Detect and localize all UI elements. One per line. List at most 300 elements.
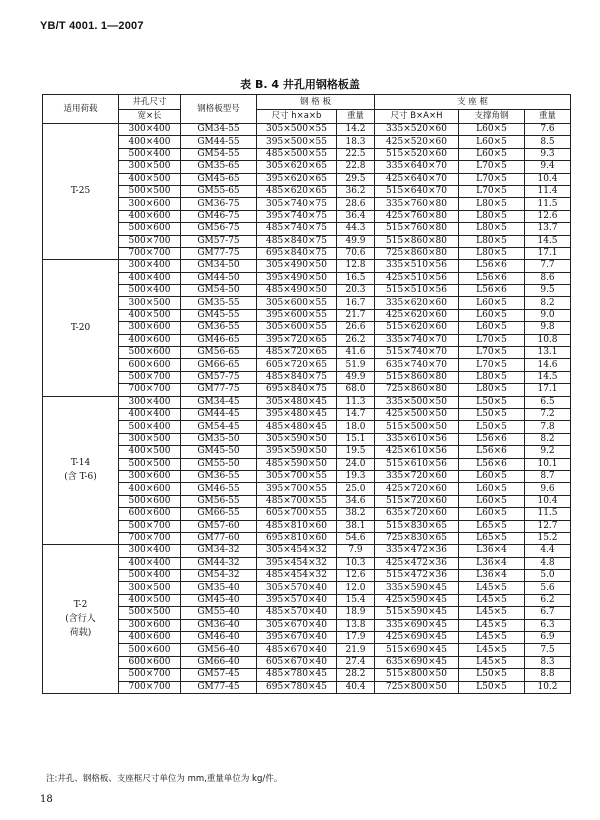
table-row xyxy=(43,421,571,433)
frame-angle-cell: L60×5 xyxy=(459,495,525,507)
grating-size-cell: 485×670×40 xyxy=(257,644,337,656)
hole-size-cell: 300×400 xyxy=(119,396,181,408)
grating-size-cell: 485×620×65 xyxy=(257,185,337,197)
frame-angle-cell: L80×5 xyxy=(459,210,525,222)
grating-weight-cell: 16.7 xyxy=(337,297,375,309)
grating-size-cell: 395×740×75 xyxy=(257,210,337,222)
grating-weight-cell: 19.5 xyxy=(337,446,375,458)
frame-size-cell: 635×690×45 xyxy=(375,656,459,668)
table-row xyxy=(43,396,571,408)
grating-weight-cell: 38.1 xyxy=(337,520,375,532)
frame-angle-cell: L36×4 xyxy=(459,570,525,582)
table-row xyxy=(43,136,571,148)
hole-size-cell: 400×400 xyxy=(119,272,181,284)
model-cell: GM46-65 xyxy=(181,334,257,346)
hole-size-cell: 400×500 xyxy=(119,309,181,321)
frame-weight-cell: 4.4 xyxy=(525,545,571,557)
model-cell: GM44-55 xyxy=(181,136,257,148)
frame-weight-cell: 9.2 xyxy=(525,446,571,458)
hole-size-cell: 300×600 xyxy=(119,198,181,210)
header-grating-weight: 重量 xyxy=(337,110,375,124)
hole-size-cell: 400×600 xyxy=(119,334,181,346)
frame-angle-cell: L80×5 xyxy=(459,371,525,383)
frame-size-cell: 515×860×80 xyxy=(375,371,459,383)
table-row xyxy=(43,185,571,197)
frame-angle-cell: L70×5 xyxy=(459,161,525,173)
frame-size-cell: 725×830×65 xyxy=(375,532,459,544)
grating-size-cell: 395×570×40 xyxy=(257,594,337,606)
header-frame-weight: 重量 xyxy=(525,110,571,124)
frame-size-cell: 515×740×70 xyxy=(375,347,459,359)
frame-size-cell: 335×590×45 xyxy=(375,582,459,594)
load-group-cell xyxy=(43,545,119,694)
grating-size-cell: 485×740×75 xyxy=(257,223,337,235)
model-cell: GM54-50 xyxy=(181,285,257,297)
frame-size-cell: 515×640×70 xyxy=(375,185,459,197)
grating-weight-cell: 51.9 xyxy=(337,359,375,371)
frame-weight-cell: 5.0 xyxy=(525,570,571,582)
table-row xyxy=(43,260,571,272)
frame-weight-cell: 5.6 xyxy=(525,582,571,594)
table-row xyxy=(43,334,571,346)
grating-size-cell: 605×700×55 xyxy=(257,508,337,520)
hole-size-cell: 300×600 xyxy=(119,470,181,482)
grating-weight-cell: 40.4 xyxy=(337,681,375,693)
frame-weight-cell: 10.1 xyxy=(525,458,571,470)
table-row xyxy=(43,570,571,582)
frame-angle-cell: L70×5 xyxy=(459,334,525,346)
frame-angle-cell: L80×5 xyxy=(459,384,525,396)
frame-size-cell: 515×800×50 xyxy=(375,669,459,681)
frame-size-cell: 425×520×60 xyxy=(375,136,459,148)
model-cell: GM45-40 xyxy=(181,594,257,606)
table-row xyxy=(43,148,571,160)
header-frame-angle: 支撑角钢 xyxy=(459,110,525,124)
grating-size-cell: 605×720×65 xyxy=(257,359,337,371)
frame-angle-cell: L36×4 xyxy=(459,545,525,557)
grating-cover-table xyxy=(42,94,571,694)
frame-angle-cell: L60×5 xyxy=(459,508,525,520)
grating-size-cell: 395×600×55 xyxy=(257,309,337,321)
frame-weight-cell: 4.8 xyxy=(525,557,571,569)
hole-size-cell: 400×400 xyxy=(119,136,181,148)
frame-size-cell: 515×620×60 xyxy=(375,322,459,334)
frame-weight-cell: 11.5 xyxy=(525,198,571,210)
hole-size-cell: 600×600 xyxy=(119,359,181,371)
frame-weight-cell: 8.5 xyxy=(525,136,571,148)
model-cell: GM56-55 xyxy=(181,495,257,507)
grating-size-cell: 305×480×45 xyxy=(257,396,337,408)
model-cell: GM57-75 xyxy=(181,235,257,247)
table-row xyxy=(43,470,571,482)
frame-size-cell: 515×500×50 xyxy=(375,421,459,433)
table-row xyxy=(43,545,571,557)
hole-size-cell: 300×400 xyxy=(119,124,181,136)
hole-size-cell: 500×700 xyxy=(119,235,181,247)
frame-weight-cell: 8.2 xyxy=(525,297,571,309)
load-label: T-14 xyxy=(70,458,91,469)
hole-size-cell: 700×700 xyxy=(119,384,181,396)
grating-size-cell: 305×670×40 xyxy=(257,619,337,631)
model-cell: GM34-32 xyxy=(181,545,257,557)
frame-size-cell: 335×640×70 xyxy=(375,161,459,173)
table-row xyxy=(43,495,571,507)
hole-size-cell: 600×600 xyxy=(119,508,181,520)
grating-size-cell: 485×454×32 xyxy=(257,570,337,582)
table-row xyxy=(43,297,571,309)
hole-size-cell: 400×500 xyxy=(119,446,181,458)
hole-size-cell: 500×400 xyxy=(119,421,181,433)
frame-angle-cell: L70×5 xyxy=(459,347,525,359)
table-row xyxy=(43,408,571,420)
frame-size-cell: 515×720×60 xyxy=(375,495,459,507)
hole-size-cell: 300×500 xyxy=(119,433,181,445)
frame-angle-cell: L45×5 xyxy=(459,644,525,656)
grating-weight-cell: 28.2 xyxy=(337,669,375,681)
frame-size-cell: 335×510×56 xyxy=(375,260,459,272)
frame-weight-cell: 12.7 xyxy=(525,520,571,532)
frame-weight-cell: 10.4 xyxy=(525,173,571,185)
grating-size-cell: 395×480×45 xyxy=(257,408,337,420)
model-cell: GM36-75 xyxy=(181,198,257,210)
model-cell: GM35-50 xyxy=(181,433,257,445)
table-row xyxy=(43,458,571,470)
header-grating-size: 尺寸 h×a×b xyxy=(257,110,337,124)
grating-weight-cell: 10.3 xyxy=(337,557,375,569)
grating-weight-cell: 36.4 xyxy=(337,210,375,222)
load-label: T-2 xyxy=(73,599,88,610)
frame-size-cell: 515×690×45 xyxy=(375,644,459,656)
frame-size-cell: 425×590×45 xyxy=(375,594,459,606)
model-cell: GM55-40 xyxy=(181,607,257,619)
model-cell: GM54-55 xyxy=(181,148,257,160)
grating-weight-cell: 21.7 xyxy=(337,309,375,321)
model-cell: GM34-50 xyxy=(181,260,257,272)
frame-angle-cell: L50×5 xyxy=(459,408,525,420)
model-cell: GM77-60 xyxy=(181,532,257,544)
frame-size-cell: 335×740×70 xyxy=(375,334,459,346)
table-row xyxy=(43,384,571,396)
frame-angle-cell: L45×5 xyxy=(459,619,525,631)
grating-size-cell: 305×500×55 xyxy=(257,124,337,136)
frame-size-cell: 335×720×60 xyxy=(375,470,459,482)
grating-size-cell: 305×490×50 xyxy=(257,260,337,272)
model-cell: GM35-40 xyxy=(181,582,257,594)
table-row xyxy=(43,520,571,532)
grating-weight-cell: 26.6 xyxy=(337,322,375,334)
table-row xyxy=(43,669,571,681)
frame-size-cell: 335×610×56 xyxy=(375,433,459,445)
grating-weight-cell: 44.3 xyxy=(337,223,375,235)
grating-weight-cell: 20.3 xyxy=(337,285,375,297)
frame-weight-cell: 14.5 xyxy=(525,371,571,383)
frame-size-cell: 725×860×80 xyxy=(375,384,459,396)
frame-weight-cell: 6.5 xyxy=(525,396,571,408)
grating-weight-cell: 22.8 xyxy=(337,161,375,173)
model-cell: GM46-75 xyxy=(181,210,257,222)
frame-angle-cell: L50×5 xyxy=(459,396,525,408)
table-body xyxy=(43,124,571,694)
load-label: (含行人 xyxy=(65,613,96,624)
load-group-cell xyxy=(43,124,119,260)
hole-size-cell: 500×400 xyxy=(119,148,181,160)
hole-size-cell: 400×500 xyxy=(119,594,181,606)
frame-size-cell: 335×500×50 xyxy=(375,396,459,408)
hole-size-cell: 300×400 xyxy=(119,545,181,557)
hole-size-cell: 700×700 xyxy=(119,532,181,544)
model-cell: GM57-45 xyxy=(181,669,257,681)
table-row xyxy=(43,644,571,656)
grating-size-cell: 305×620×65 xyxy=(257,161,337,173)
grating-weight-cell: 15.1 xyxy=(337,433,375,445)
frame-angle-cell: L56×6 xyxy=(459,285,525,297)
hole-size-cell: 300×500 xyxy=(119,582,181,594)
grating-size-cell: 485×810×60 xyxy=(257,520,337,532)
model-cell: GM56-65 xyxy=(181,347,257,359)
grating-weight-cell: 54.6 xyxy=(337,532,375,544)
header-frame-size: 尺寸 B×A×H xyxy=(375,110,459,124)
hole-size-cell: 300×400 xyxy=(119,260,181,272)
grating-size-cell: 485×840×75 xyxy=(257,235,337,247)
frame-weight-cell: 7.6 xyxy=(525,124,571,136)
header-grating: 钢 格 板 xyxy=(257,95,375,110)
grating-size-cell: 485×500×55 xyxy=(257,148,337,160)
frame-angle-cell: L60×5 xyxy=(459,322,525,334)
grating-weight-cell: 68.0 xyxy=(337,384,375,396)
hole-size-cell: 700×700 xyxy=(119,681,181,693)
table-row xyxy=(43,594,571,606)
grating-weight-cell: 36.2 xyxy=(337,185,375,197)
grating-weight-cell: 17.9 xyxy=(337,632,375,644)
grating-weight-cell: 18.0 xyxy=(337,421,375,433)
frame-weight-cell: 6.3 xyxy=(525,619,571,631)
grating-weight-cell: 14.2 xyxy=(337,124,375,136)
frame-weight-cell: 6.9 xyxy=(525,632,571,644)
grating-size-cell: 395×590×50 xyxy=(257,446,337,458)
frame-angle-cell: L45×5 xyxy=(459,632,525,644)
grating-size-cell: 395×720×65 xyxy=(257,334,337,346)
model-cell: GM36-55 xyxy=(181,470,257,482)
model-cell: GM77-75 xyxy=(181,247,257,259)
hole-size-cell: 500×400 xyxy=(119,570,181,582)
frame-weight-cell: 14.5 xyxy=(525,235,571,247)
frame-angle-cell: L45×5 xyxy=(459,656,525,668)
frame-weight-cell: 9.5 xyxy=(525,285,571,297)
model-cell: GM34-55 xyxy=(181,124,257,136)
model-cell: GM57-75 xyxy=(181,371,257,383)
grating-size-cell: 485×570×40 xyxy=(257,607,337,619)
grating-weight-cell: 21.9 xyxy=(337,644,375,656)
grating-weight-cell: 38.2 xyxy=(337,508,375,520)
hole-size-cell: 400×600 xyxy=(119,632,181,644)
model-cell: GM44-32 xyxy=(181,557,257,569)
grating-size-cell: 485×490×50 xyxy=(257,285,337,297)
grating-weight-cell: 25.0 xyxy=(337,483,375,495)
grating-size-cell: 395×620×65 xyxy=(257,173,337,185)
frame-weight-cell: 7.7 xyxy=(525,260,571,272)
frame-size-cell: 425×640×70 xyxy=(375,173,459,185)
grating-size-cell: 485×700×55 xyxy=(257,495,337,507)
hole-size-cell: 700×700 xyxy=(119,247,181,259)
model-cell: GM35-65 xyxy=(181,161,257,173)
grating-weight-cell: 19.3 xyxy=(337,470,375,482)
frame-size-cell: 335×760×80 xyxy=(375,198,459,210)
table-row xyxy=(43,632,571,644)
grating-size-cell: 395×700×55 xyxy=(257,483,337,495)
frame-size-cell: 515×860×80 xyxy=(375,235,459,247)
grating-size-cell: 305×740×75 xyxy=(257,198,337,210)
model-cell: GM54-45 xyxy=(181,421,257,433)
grating-size-cell: 305×590×50 xyxy=(257,433,337,445)
table-row xyxy=(43,371,571,383)
model-cell: GM35-55 xyxy=(181,297,257,309)
grating-weight-cell: 28.6 xyxy=(337,198,375,210)
grating-size-cell: 695×840×75 xyxy=(257,247,337,259)
table-row xyxy=(43,223,571,235)
frame-weight-cell: 10.2 xyxy=(525,681,571,693)
grating-size-cell: 485×720×65 xyxy=(257,347,337,359)
frame-angle-cell: L36×4 xyxy=(459,557,525,569)
header-row xyxy=(43,95,571,110)
grating-size-cell: 395×500×55 xyxy=(257,136,337,148)
table-row xyxy=(43,619,571,631)
table-row xyxy=(43,557,571,569)
frame-weight-cell: 9.4 xyxy=(525,161,571,173)
table-row xyxy=(43,247,571,259)
grating-weight-cell: 24.0 xyxy=(337,458,375,470)
table-row xyxy=(43,285,571,297)
grating-weight-cell: 70.6 xyxy=(337,247,375,259)
hole-size-cell: 500×600 xyxy=(119,495,181,507)
frame-weight-cell: 14.6 xyxy=(525,359,571,371)
table-row xyxy=(43,433,571,445)
model-cell: GM66-65 xyxy=(181,359,257,371)
table-row xyxy=(43,272,571,284)
frame-weight-cell: 7.5 xyxy=(525,644,571,656)
frame-weight-cell: 9.0 xyxy=(525,309,571,321)
model-cell: GM36-40 xyxy=(181,619,257,631)
model-cell: GM66-40 xyxy=(181,656,257,668)
table-row xyxy=(43,124,571,136)
grating-weight-cell: 14.7 xyxy=(337,408,375,420)
frame-angle-cell: L80×5 xyxy=(459,198,525,210)
frame-angle-cell: L65×5 xyxy=(459,532,525,544)
hole-size-cell: 300×600 xyxy=(119,619,181,631)
frame-size-cell: 425×610×56 xyxy=(375,446,459,458)
frame-size-cell: 335×620×60 xyxy=(375,297,459,309)
frame-angle-cell: L50×5 xyxy=(459,681,525,693)
table-note: 注:井孔、钢格板、支座框尺寸单位为 mm,重量单位为 kg/件。 xyxy=(46,774,283,784)
frame-weight-cell: 17.1 xyxy=(525,384,571,396)
frame-angle-cell: L56×6 xyxy=(459,272,525,284)
model-cell: GM55-65 xyxy=(181,185,257,197)
grating-size-cell: 305×600×55 xyxy=(257,322,337,334)
hole-size-cell: 500×500 xyxy=(119,185,181,197)
table-row xyxy=(43,532,571,544)
frame-angle-cell: L45×5 xyxy=(459,607,525,619)
frame-size-cell: 515×520×60 xyxy=(375,148,459,160)
frame-size-cell: 635×720×60 xyxy=(375,508,459,520)
frame-angle-cell: L56×6 xyxy=(459,260,525,272)
grating-weight-cell: 11.3 xyxy=(337,396,375,408)
grating-weight-cell: 12.6 xyxy=(337,570,375,582)
hole-size-cell: 400×400 xyxy=(119,557,181,569)
frame-size-cell: 335×690×45 xyxy=(375,619,459,631)
table-row xyxy=(43,681,571,693)
table-row xyxy=(43,607,571,619)
frame-weight-cell: 11.5 xyxy=(525,508,571,520)
frame-size-cell: 515×830×65 xyxy=(375,520,459,532)
frame-angle-cell: L45×5 xyxy=(459,594,525,606)
grating-size-cell: 395×490×50 xyxy=(257,272,337,284)
table-title: 表 B. 4 井孔用钢格板盖 xyxy=(240,78,360,91)
hole-size-cell: 300×500 xyxy=(119,161,181,173)
frame-angle-cell: L56×6 xyxy=(459,458,525,470)
hole-size-cell: 500×500 xyxy=(119,607,181,619)
grating-weight-cell: 12.8 xyxy=(337,260,375,272)
frame-weight-cell: 12.6 xyxy=(525,210,571,222)
load-group-cell xyxy=(43,260,119,396)
frame-weight-cell: 8.8 xyxy=(525,669,571,681)
hole-size-cell: 500×500 xyxy=(119,458,181,470)
grating-weight-cell: 26.2 xyxy=(337,334,375,346)
frame-size-cell: 515×760×80 xyxy=(375,223,459,235)
hole-size-cell: 500×600 xyxy=(119,644,181,656)
table-row xyxy=(43,508,571,520)
frame-size-cell: 635×740×70 xyxy=(375,359,459,371)
frame-size-cell: 515×510×56 xyxy=(375,285,459,297)
frame-size-cell: 335×472×36 xyxy=(375,545,459,557)
frame-size-cell: 425×472×36 xyxy=(375,557,459,569)
hole-size-cell: 500×600 xyxy=(119,223,181,235)
grating-size-cell: 305×454×32 xyxy=(257,545,337,557)
hole-size-cell: 400×600 xyxy=(119,483,181,495)
frame-weight-cell: 13.1 xyxy=(525,347,571,359)
frame-angle-cell: L60×5 xyxy=(459,309,525,321)
table-row xyxy=(43,446,571,458)
grating-weight-cell: 29.5 xyxy=(337,173,375,185)
frame-weight-cell: 17.1 xyxy=(525,247,571,259)
model-cell: GM36-55 xyxy=(181,322,257,334)
frame-weight-cell: 6.2 xyxy=(525,594,571,606)
grating-size-cell: 485×780×45 xyxy=(257,669,337,681)
grating-size-cell: 485×590×50 xyxy=(257,458,337,470)
frame-angle-cell: L70×5 xyxy=(459,185,525,197)
model-cell: GM57-60 xyxy=(181,520,257,532)
grating-weight-cell: 22.5 xyxy=(337,148,375,160)
frame-angle-cell: L80×5 xyxy=(459,247,525,259)
table-row xyxy=(43,347,571,359)
frame-weight-cell: 10.8 xyxy=(525,334,571,346)
grating-size-cell: 695×780×45 xyxy=(257,681,337,693)
frame-angle-cell: L60×5 xyxy=(459,124,525,136)
hole-size-cell: 400×600 xyxy=(119,210,181,222)
grating-size-cell: 485×840×75 xyxy=(257,371,337,383)
frame-weight-cell: 6.7 xyxy=(525,607,571,619)
frame-weight-cell: 11.4 xyxy=(525,185,571,197)
frame-angle-cell: L50×5 xyxy=(459,669,525,681)
grating-weight-cell: 49.9 xyxy=(337,371,375,383)
frame-weight-cell: 7.2 xyxy=(525,408,571,420)
frame-size-cell: 725×800×50 xyxy=(375,681,459,693)
hole-size-cell: 400×500 xyxy=(119,173,181,185)
hole-size-cell: 500×400 xyxy=(119,285,181,297)
frame-size-cell: 515×590×45 xyxy=(375,607,459,619)
load-label: 荷载) xyxy=(69,628,92,639)
frame-size-cell: 425×500×50 xyxy=(375,408,459,420)
grating-weight-cell: 27.4 xyxy=(337,656,375,668)
header-subrow xyxy=(43,110,571,124)
